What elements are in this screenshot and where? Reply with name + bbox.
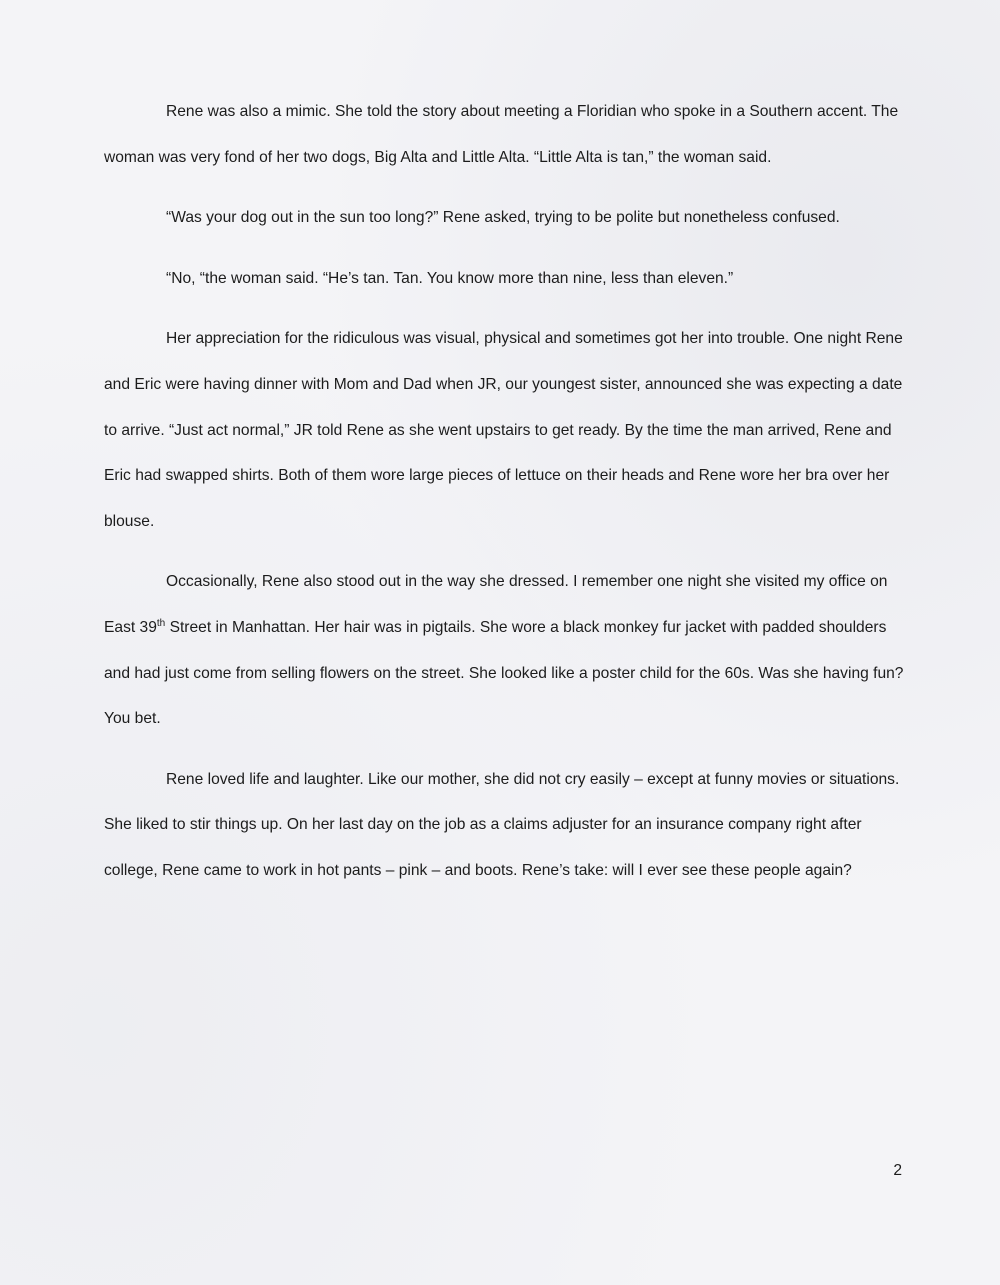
paragraph-dressed xyxy=(104,559,904,741)
body-text xyxy=(104,89,904,909)
page-number: 2 xyxy=(893,1162,902,1179)
ordinal-superscript: th xyxy=(156,617,166,629)
paragraph-dressed-text-start: Occasionally, Rene also stood out in the way she dressed. I remember one night she visited my office on East 39 xyxy=(104,573,888,636)
paragraph-laughter: Rene loved life and laughter. Like our mother, she did not cry easily – except at funny movies or situations. She liked to stir things up. On her last day on the job as a claims adjuster for an insurance company right after college, Rene came to work in hot pants – pink – and boots. Rene’s take: will I ever see these people again? xyxy=(104,770,900,879)
paragraph-mimic: Rene was also a mimic. She told the story about meeting a Floridian who spoke in a Southern accent. The woman was very fond of her two dogs, Big Alta and Little Alta. “Little Alta is tan,” the woman said. xyxy=(104,103,899,166)
paragraph-tan-answer: “No, “the woman said. “He’s tan. Tan. You know more than nine, less than eleven.” xyxy=(166,269,734,287)
paragraph-dressed-text-end: Street in Manhattan. Her hair was in pigtails. She wore a black monkey fur jacket with padded shoulders and had just come from selling flowers on the street. She looked like a poster child for the 60s. Was she having fun? You bet. xyxy=(104,618,904,728)
paragraph-dog-question: “Was your dog out in the sun too long?” Rene asked, trying to be polite but nonetheless confused. xyxy=(166,209,840,227)
paragraph-ridiculous: Her appreciation for the ridiculous was visual, physical and sometimes got her into trouble. One night Rene and Eric were having dinner with Mom and Dad when JR, our youngest sister, announced she was expecting a date to arrive. “Just act normal,” JR told Rene as she went upstairs to get ready. By the time the man arrived, Rene and Eric had swapped shirts. Both of them wore large pieces of lettuce on their heads and Rene wore her bra over her blouse. xyxy=(104,330,903,530)
